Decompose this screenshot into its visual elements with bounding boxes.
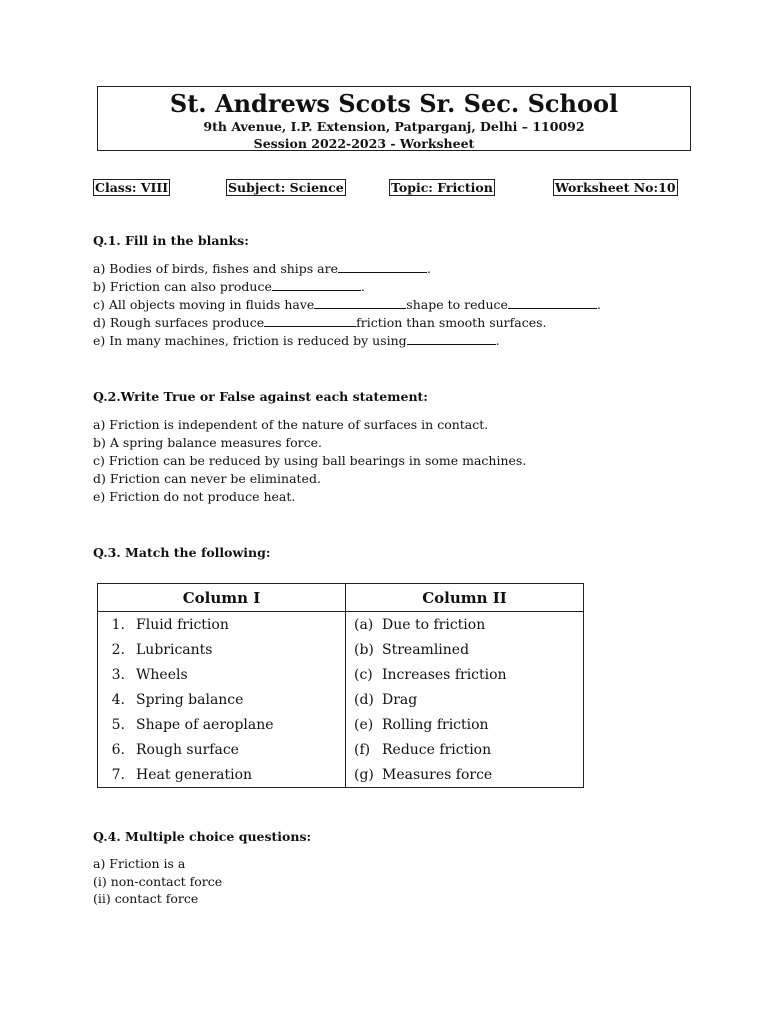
table-row: 2. Lubricants (b) Streamlined — [98, 637, 584, 662]
table-row: 4. Spring balance (d) Drag — [98, 687, 584, 712]
q1-item: c) All objects moving in fluids have shape to reduce . — [93, 297, 601, 312]
table-row: 5. Shape of aeroplane (e) Rolling friction — [98, 712, 584, 737]
class-label: Class: VIII — [95, 180, 169, 195]
q2-title: Q.2.Write True or False against each statement: — [93, 389, 428, 404]
q1-item: e) In many machines, friction is reduced by using . — [93, 333, 500, 348]
worksheet-number: Worksheet No:10 — [555, 180, 676, 195]
column-1-header: Column I — [98, 584, 346, 612]
school-header — [97, 86, 691, 151]
q4-title: Q.4. Multiple choice questions: — [93, 829, 312, 844]
table-row: 1. Fluid friction (a) Due to friction — [98, 612, 584, 638]
table-row: 6. Rough surface (f) Reduce friction — [98, 737, 584, 762]
topic-label: Topic: Friction — [391, 180, 493, 195]
q3-title: Q.3. Match the following: — [93, 545, 271, 560]
subject-label: Subject: Science — [228, 180, 344, 195]
q2-item: b) A spring balance measures force. — [93, 435, 323, 450]
q2-item: c) Friction can be reduced by using ball bearings in some machines. — [93, 453, 527, 468]
session-line: Session 2022-2023 - Worksheet — [253, 136, 475, 151]
table-row: 7. Heat generation (g) Measures force — [98, 762, 584, 788]
q2-item: a) Friction is independent of the nature of surfaces in contact. — [93, 417, 489, 432]
column-2-header: Column II — [346, 584, 584, 612]
q2-item: e) Friction do not produce heat. — [93, 489, 296, 504]
school-address: 9th Avenue, I.P. Extension, Patparganj, Delhi – 110092 — [203, 119, 585, 134]
q1-title: Q.1. Fill in the blanks: — [93, 233, 249, 248]
table-row: 3. Wheels (c) Increases friction — [98, 662, 584, 687]
q1-item: d) Rough surfaces produce friction than smooth surfaces. — [93, 315, 547, 330]
q1-item: b) Friction can also produce . — [93, 279, 365, 294]
q4-option: (i) non-contact force — [93, 874, 223, 889]
q4-question: a) Friction is a — [93, 856, 186, 871]
q2-item: d) Friction can never be eliminated. — [93, 471, 321, 486]
school-name: St. Andrews Scots Sr. Sec. School — [169, 89, 619, 118]
q4-option: (ii) contact force — [93, 891, 199, 906]
match-table — [97, 583, 584, 788]
q1-item: a) Bodies of birds, fishes and ships are . — [93, 261, 431, 276]
